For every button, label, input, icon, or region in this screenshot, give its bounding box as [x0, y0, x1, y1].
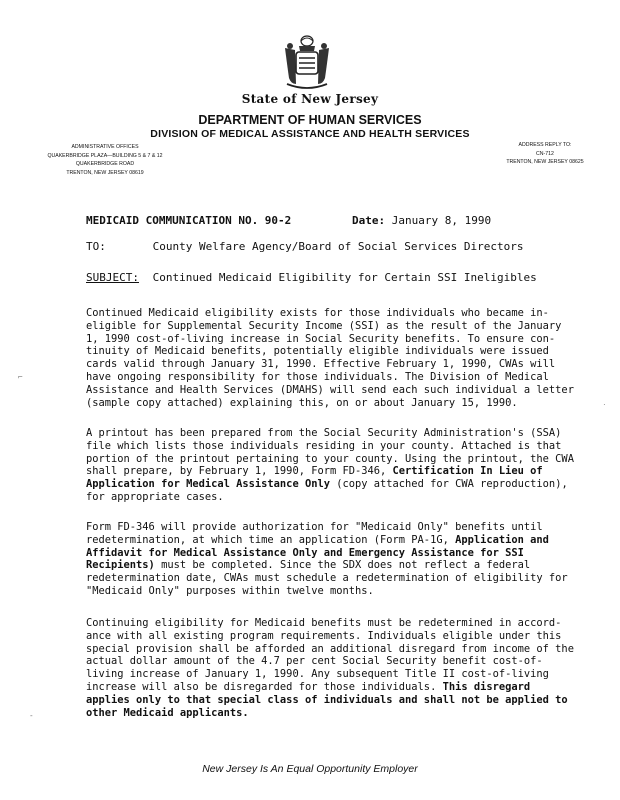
paragraph-1: Continued Medicaid eligibility exists for those individuals who became in- eligible for Supplemental Security Income (SSI) as the result of the January 1, 1990 cost-of-living increase in Social Security benefits. To ensure con- tinuity of Medicaid benefits, potentially eligible individuals were issued cards valid through January 31, 1990. Effective February 1, 1990, CWAs will have ongoing responsibility for those individuals. The Division of Medical Assistance and Health Services (DMAHS) will send each such individual a letter (sample copy attached) explaining this, on or about January 15, 1990. [86, 307, 574, 409]
paragraph-4: Continuing eligibility for Medicaid benefits must be redetermined in accord- ance with all existing program requirements. Individuals eligible under this special provision shall be afforded an additional disregard from income of the actual dollar amount of the 4.7 per cent Social Security benefit cost-of- living increase of January 1, 1990. Any subsequent Title II cost-of-living increase will also be disregarded for those individuals. This disregard applies only to that special class of individuals and shall not be applied to other Medicaid applicants. [86, 617, 574, 719]
paragraph-2: A printout has been prepared from the Social Security Administration's (SSA) file which lists those individuals residing in your county. Attached is that portion of the printout pertaining to your county. Using the printout, the CWA shall prepare, by February 1, 1990, Form FD-346, Certification In Lieu of Application for Medical Assistance Only (copy attached for CWA reproduction), for appropriate cases. [86, 427, 574, 503]
state-name: State of New Jersey [241, 92, 379, 106]
division-name: DIVISION OF MEDICAL ASSISTANCE AND HEALTH SERVICES [150, 128, 470, 140]
administrative-address: ADMINISTRATIVE OFFICES QUAKERBRIDGE PLAZA—BUILDING 5 & 7 & 12 QUAKERBRIDGE ROAD TRENTON, NEW JERSEY 08619 [47, 144, 163, 176]
communication-number: MEDICAID COMMUNICATION NO. 90-2 [86, 214, 292, 227]
recipient-line: TO: County Welfare Agency/Board of Social Services Directors [86, 240, 524, 253]
reply-address: ADDRESS REPLY TO: CN-712 TRENTON, NEW JERSEY 08625 [506, 142, 584, 165]
scan-mark: - [30, 711, 33, 720]
scan-mark: · [603, 400, 606, 409]
department-name: DEPARTMENT OF HUMAN SERVICES [198, 113, 422, 127]
paragraph-3: Form FD-346 will provide authorization for "Medicaid Only" benefits until redetermination, at which time an application (Form PA-1G, Application and Affidavit for Medical Assistance Only and Emergency Assistance for SSI Recipients) must be completed. Since the SDX does not reflect a federal redetermination date, CWAs must schedule a redetermination of eligibility for "Medicaid Only" purposes within twelve months. [86, 521, 568, 597]
scan-mark: ⌐ [18, 372, 23, 381]
footer-statement: New Jersey Is An Equal Opportunity Employer [202, 763, 418, 775]
document-date: Date: January 8, 1990 [352, 214, 492, 227]
state-seal-logo [281, 34, 333, 92]
subject-line: SUBJECT: Continued Medicaid Eligibility for Certain SSI Ineligibles [86, 271, 537, 284]
